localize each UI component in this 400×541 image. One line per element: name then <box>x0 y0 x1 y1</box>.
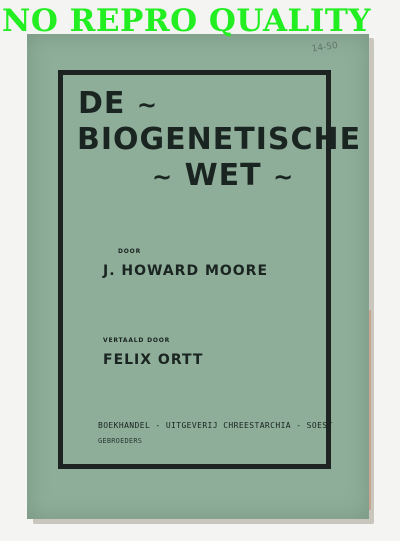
publisher-line-2: GEBROEDERS <box>98 437 143 445</box>
pencil-annotation: 14-50 <box>311 40 339 55</box>
title-line-1-text: DE <box>78 86 126 121</box>
ornament-squiggle: ~ <box>273 162 295 191</box>
translated-by-label: VERTAALD DOOR <box>103 337 171 344</box>
ornament-squiggle: ~ <box>152 162 174 191</box>
title-line-2: BIOGENETISCHE <box>77 122 362 157</box>
title-line-1 <box>78 86 158 123</box>
ornament-squiggle: ~ <box>136 90 158 119</box>
title-line-3-text: WET <box>184 158 262 193</box>
watermark-text: NO REPRO QUALITY <box>2 3 372 39</box>
translator-name: FELIX ORTT <box>103 352 204 368</box>
by-label: DOOR <box>118 248 142 255</box>
title-line-3 <box>152 158 294 195</box>
author-name: J. HOWARD MOORE <box>103 263 269 279</box>
publisher-line: BOEKHANDEL - UITGEVERIJ CHREESTARCHIA - SOEST <box>98 421 333 430</box>
